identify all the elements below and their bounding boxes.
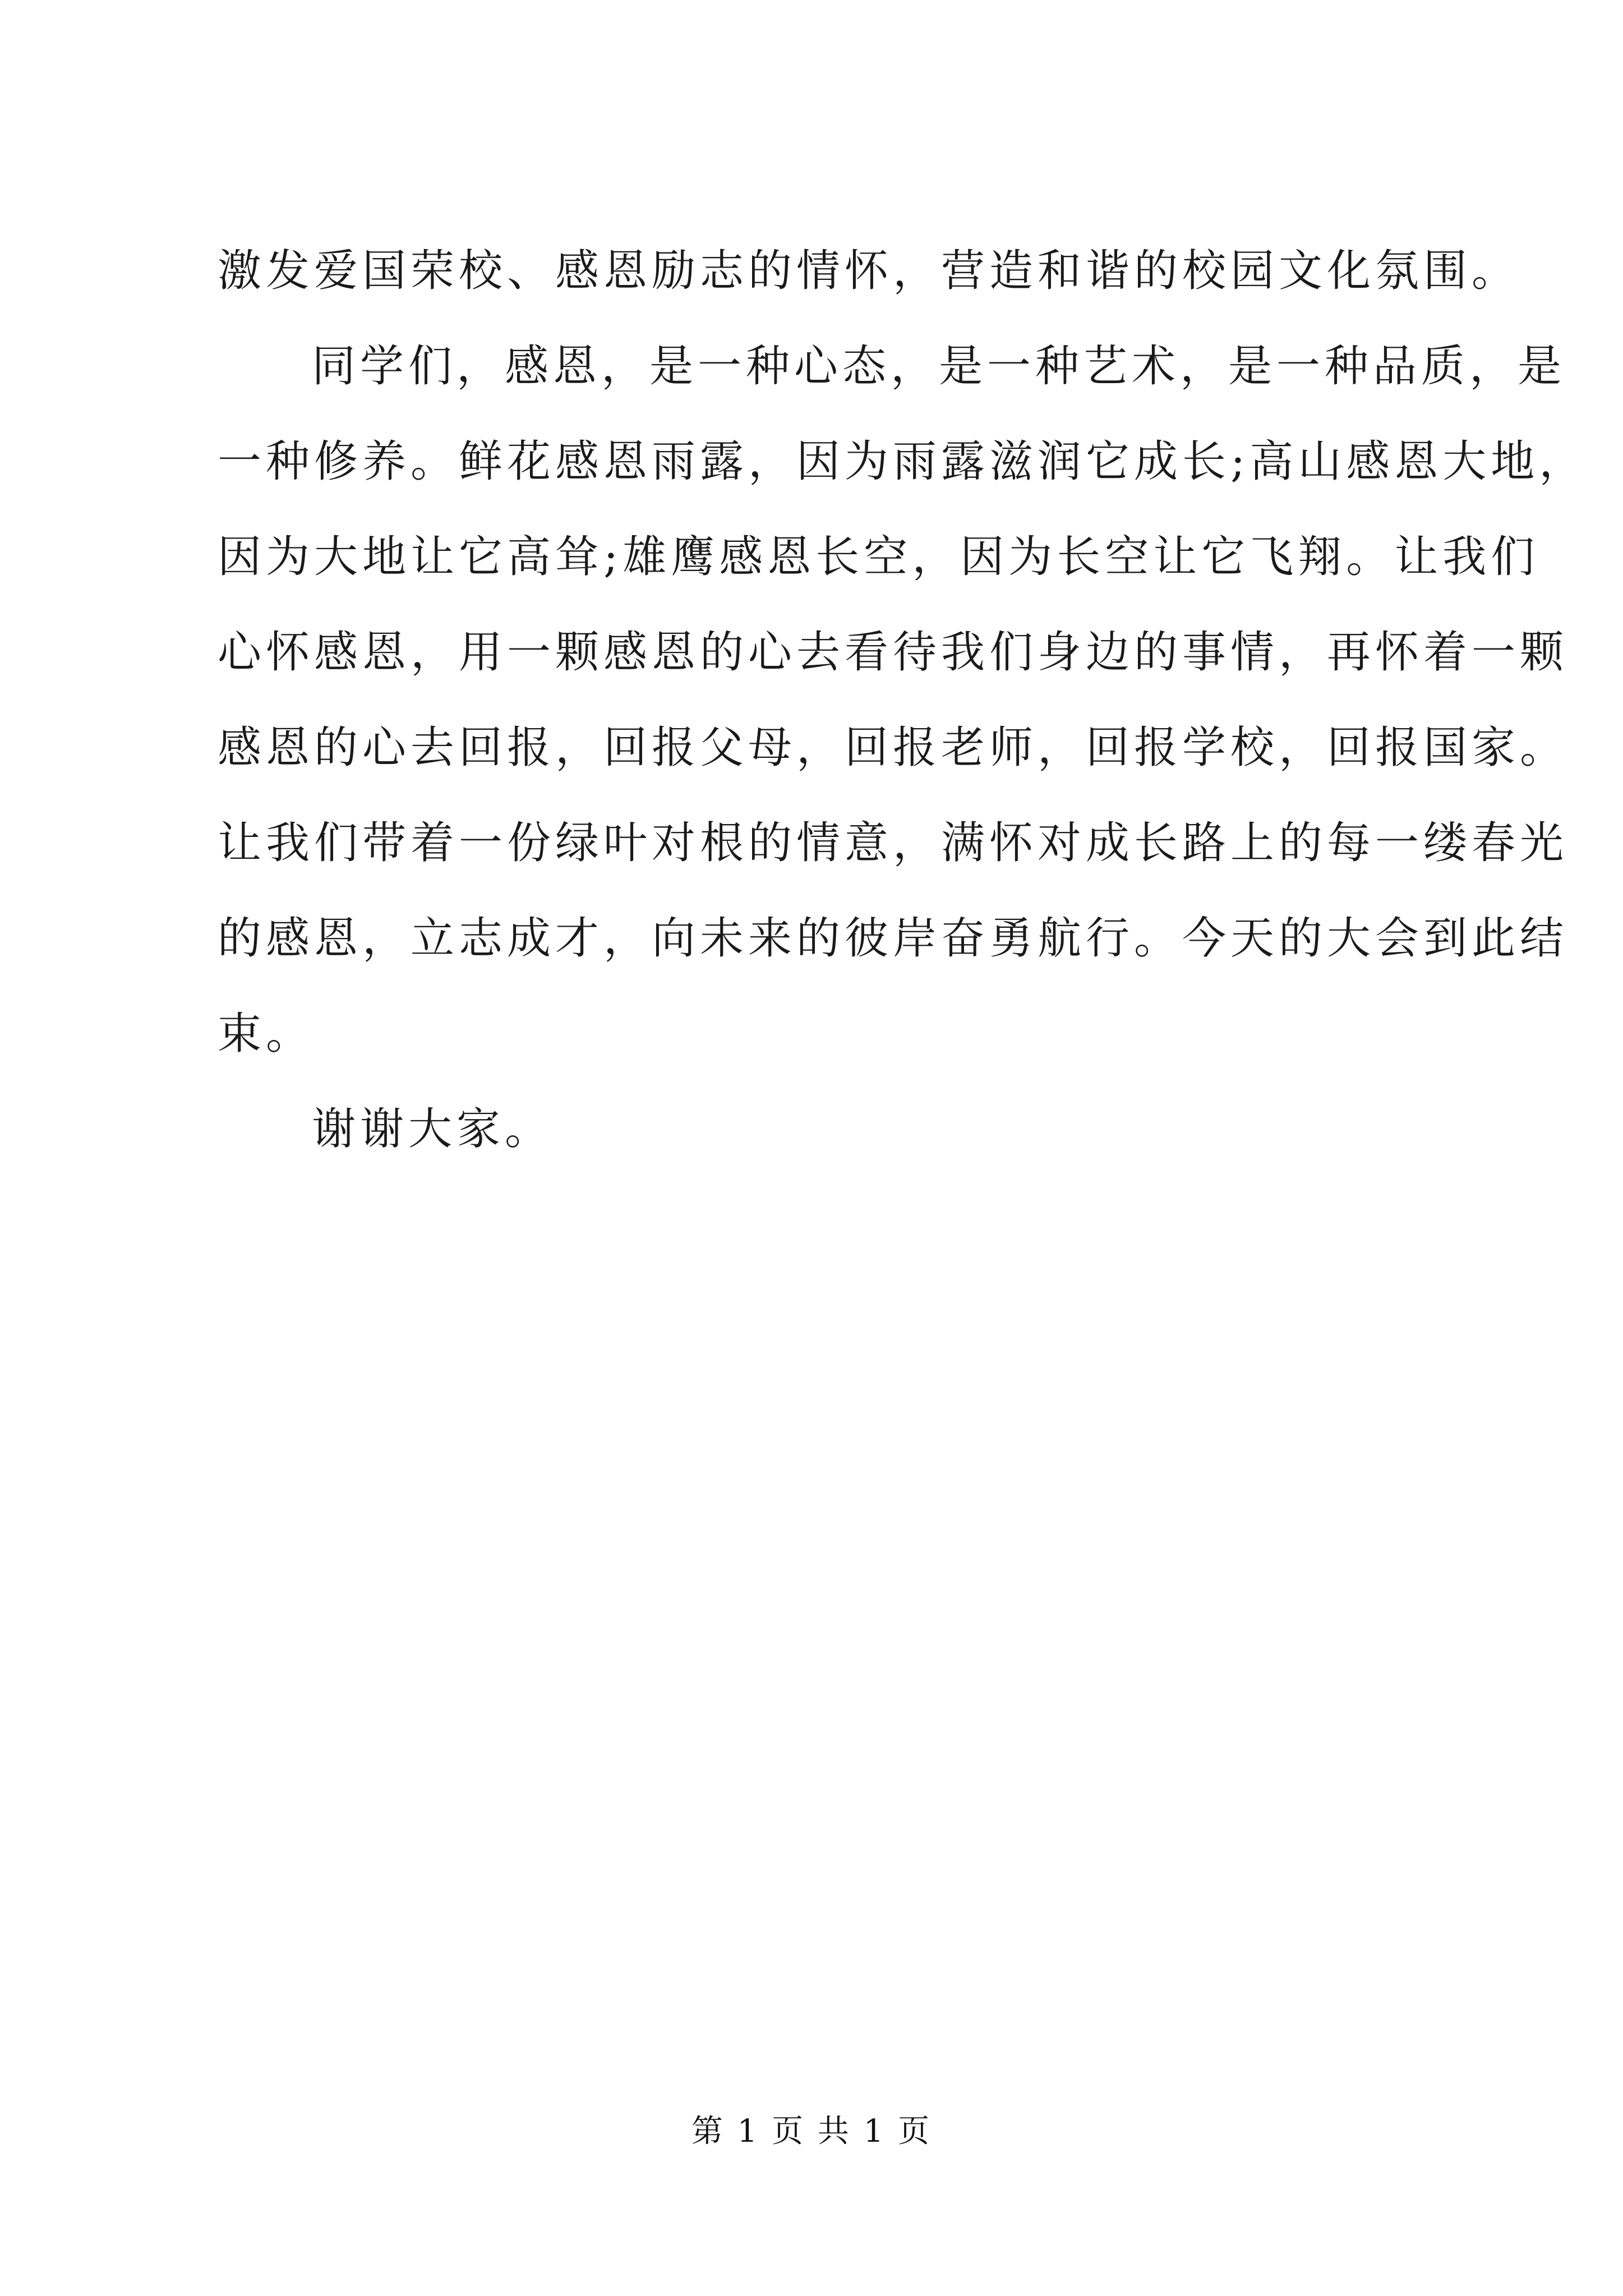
page-footer: 第 1 页 共 1 页	[691, 2113, 932, 2150]
paragraph-line: 激发爱国荣校、感恩励志的情怀，营造和谐的校园文化氛围。	[218, 246, 1520, 296]
closing-line: 谢谢大家。	[312, 1104, 554, 1154]
paragraph-line: 束。	[218, 1009, 315, 1059]
paragraph-line: 同学们，感恩，是一种心态，是一种艺术，是一种品质，是	[312, 341, 1566, 392]
paragraph-line: 因为大地让它高耸;雄鹰感恩长空，因为长空让它飞翔。让我们	[218, 532, 1539, 582]
document-body	[218, 223, 1588, 1177]
paragraph-line: 的感恩，立志成才，向未来的彼岸奋勇航行。今天的大会到此结	[218, 913, 1569, 964]
paragraph-line: 让我们带着一份绿叶对根的情意，满怀对成长路上的每一缕春光	[218, 818, 1569, 868]
paragraph-line: 心怀感恩，用一颗感恩的心去看待我们身边的事情，再怀着一颗	[218, 627, 1569, 678]
paragraph-line: 感恩的心去回报，回报父母，回报老师，回报学校，回报国家。	[218, 723, 1569, 773]
paragraph-line: 一种修养。鲜花感恩雨露，因为雨露滋润它成长;高山感恩大地，	[218, 436, 1588, 487]
